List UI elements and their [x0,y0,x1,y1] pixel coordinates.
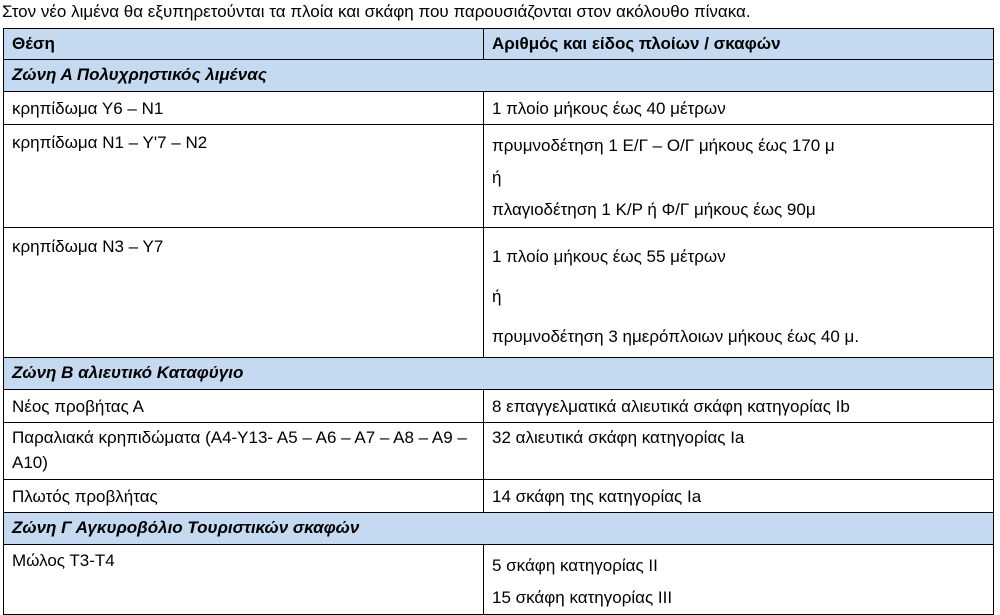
position-cell: κρηπίδωμα Ν3 – Υ7 [4,228,484,358]
zone-b-row [4,358,994,390]
zone-c-title: Ζώνη Γ Αγκυροβόλιο Τουριστικών σκαφών [4,513,994,545]
vessels-line: ή [492,168,502,187]
vessels-line: πλαγιοδέτηση 1 Κ/Ρ ή Φ/Γ μήκους έως 90μ [492,200,816,219]
vessels-line: πρυμνοδέτηση 3 ημερόπλοιων μήκους έως 40 μ. [492,327,860,346]
vessels-line: ή [492,287,502,306]
table-row [4,92,994,125]
position-cell: κρηπίδωμα Υ6 – Ν1 [4,92,484,125]
table-row [4,480,994,513]
vessels-cell [484,480,994,513]
header-position: Θέση [4,29,484,60]
vessels-line: 1 πλοίο μήκους έως 40 μέτρων [492,99,726,118]
zone-b-title: Ζώνη Β αλιευτικό Καταφύγιο [4,358,994,390]
vessels-line: 8 επαγγελματικά αλιευτικά σκάφη κατηγορίας Ib [492,397,850,416]
vessels-line: 1 πλοίο μήκους έως 55 μέτρων [492,247,726,266]
vessels-line: 5 σκάφη κατηγορίας II [492,556,658,575]
position-cell: κρηπίδωμα Ν1 – Υ'7 – Ν2 [4,125,484,228]
zone-c-row [4,513,994,545]
vessels-line: 15 σκάφη κατηγορίας III [492,588,673,607]
vessels-line: 14 σκάφη της κατηγορίας Ia [492,487,702,506]
vessels-cell [484,390,994,423]
position-cell: Παραλιακά κρηπιδώματα (Α4-Υ13- Α5 – Α6 – Α7 – Α8 – Α9 – Α10) [4,423,484,480]
zone-a-title: Ζώνη Α Πολυχρηστικός λιμένας [4,60,994,92]
header-vessels: Αριθμός και είδος πλοίων / σκαφών [484,29,994,60]
vessels-line: 32 αλιευτικά σκάφη κατηγορίας Ia [492,428,745,447]
table-header-row [4,29,994,60]
vessels-cell [484,125,994,228]
zone-a-row [4,60,994,92]
table-row [4,423,994,480]
table-row [4,545,994,615]
intro-text: Στον νέο λιμένα θα εξυπηρετούνται τα πλοία και σκάφη που παρουσιάζονται στον ακόλουθο πίνακα. [2,2,751,21]
vessels-table [3,28,994,615]
vessels-cell [484,228,994,358]
vessels-cell [484,423,994,480]
table-row [4,390,994,423]
position-cell: Νέος προβήτας Α [4,390,484,423]
vessels-line: πρυμνοδέτηση 1 Ε/Γ – Ο/Γ μήκους έως 170 μ [492,136,835,155]
vessels-cell [484,545,994,615]
position-cell: Μώλος Τ3-Τ4 [4,545,484,615]
table-row [4,228,994,358]
table-row [4,125,994,228]
position-cell: Πλωτός προβλήτας [4,480,484,513]
vessels-cell [484,92,994,125]
